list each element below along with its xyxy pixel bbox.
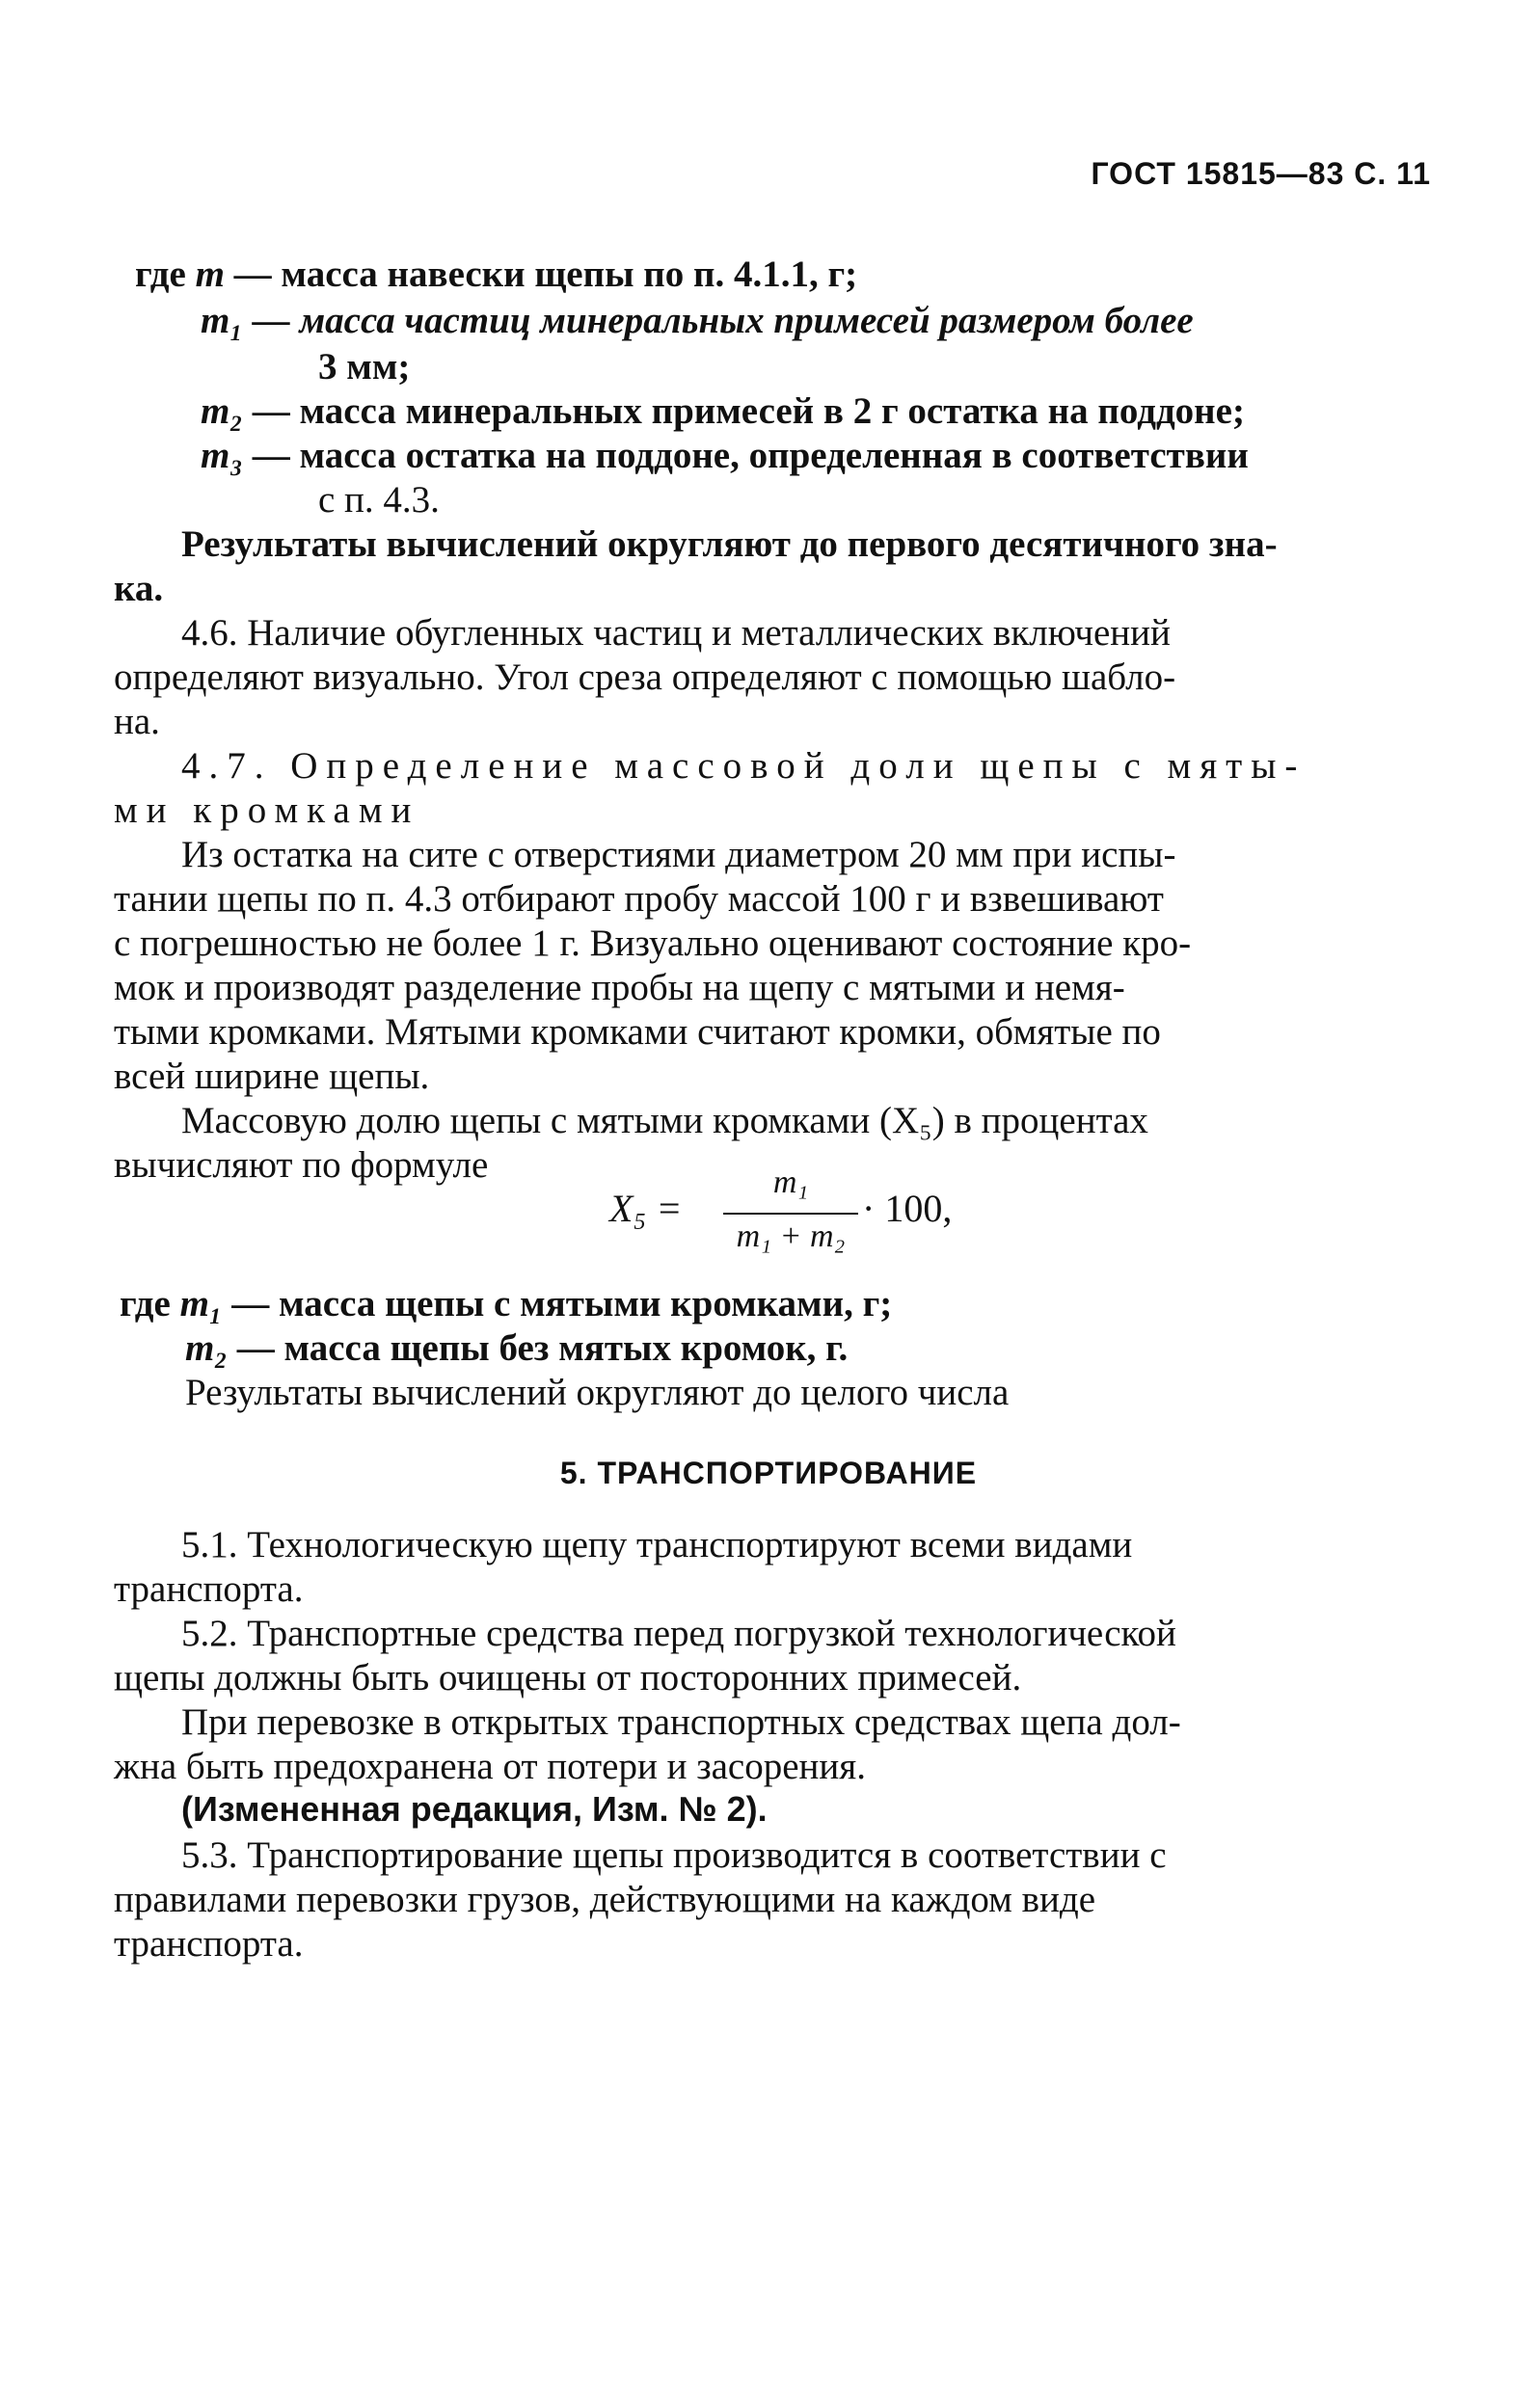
paragraph-5-3-cont: транспорта. [114, 1923, 304, 1965]
paragraph-5-3-cont: правилами перевозки грузов, действующими на каждом виде [114, 1879, 1096, 1920]
paragraph-5-2-cont: щепы должны быть очищены от посторонних примесей. [114, 1657, 1022, 1699]
paragraph-5-1-cont: транспорта. [114, 1568, 304, 1610]
fraction-bar [723, 1213, 858, 1215]
paragraph-mass-cont: вычисляют по формуле [114, 1144, 489, 1186]
paragraph-4-6-cont: на. [114, 701, 160, 742]
page-header: ГОСТ 15815—83 С. 11 [1091, 156, 1431, 191]
paragraph-mass: Массовую долю щепы с мятыми кромками (X₅) в процентах [181, 1100, 1148, 1141]
formula-x5 [609, 1164, 995, 1280]
paragraph-4-7-body: с погрешностью не более 1 г. Визуально оценивают состояние кро- [114, 923, 1192, 964]
subheading-4-7-cont: ми кромками [114, 789, 420, 831]
paragraph-4-7-body: тании щепы по п. 4.3 отбирают пробу массой 100 г и взвешивают [114, 878, 1164, 920]
paragraph-4-7-body: всей ширине щепы. [114, 1056, 430, 1097]
definition-line: m₂ — масса минеральных примесей в 2 г остатка на поддоне; [201, 390, 1245, 432]
paragraph-5-2b: При перевозке в открытых транспортных средствах щепа дол- [181, 1701, 1181, 1743]
formula-numerator: m₁ [772, 1164, 809, 1200]
definition-line: m₃ — масса остатка на поддоне, определенная в соответствии [201, 435, 1249, 476]
paragraph-round-1: Результаты вычислений округляют до первого десятичного зна- [181, 523, 1278, 565]
definition-line: m₁ — масса частиц минеральных примесей размером более [201, 300, 1194, 341]
section-title-5: 5. ТРАНСПОРТИРОВАНИЕ [559, 1456, 978, 1490]
formula-rhs: · 100, [862, 1187, 953, 1230]
formula-denominator: m₁ + m₂ [736, 1218, 846, 1254]
subheading-4-7: 4.7. Определение массовой доли щепы с мяты- [181, 745, 1307, 787]
paragraph-5-2b-cont: жна быть предохранена от потери и засорения. [114, 1746, 866, 1787]
definition-line: где m — масса навески щепы по п. 4.1.1, г; [135, 254, 858, 295]
paragraph-5-2: 5.2. Транспортные средства перед погрузкой технологической [181, 1613, 1176, 1654]
paragraph-4-6-cont: определяют визуально. Угол среза определяют с помощью шабло- [114, 656, 1176, 698]
paragraph-5-1: 5.1. Технологическую щепу транспортируют всеми видами [181, 1524, 1133, 1565]
paragraph-round-1-cont: ка. [114, 568, 164, 609]
formula-lhs: X₅ = [609, 1187, 683, 1230]
definition-line: 3 мм; [318, 346, 411, 388]
paragraph-4-7-body: мок и производят разделение пробы на щепу с мятыми и немя- [114, 967, 1125, 1008]
amendment-note: (Измененная редакция, Изм. № 2). [181, 1789, 768, 1829]
paragraph-4-6: 4.6. Наличие обугленных частиц и металлических включений [181, 612, 1171, 654]
paragraph-round-2: Результаты вычислений округляют до целого числа [185, 1372, 1010, 1413]
paragraph-4-7-body: тыми кромками. Мятыми кромками считают кромки, обмятые по [114, 1011, 1161, 1053]
paragraph-5-3: 5.3. Транспортирование щепы производится в соответствии с [181, 1834, 1167, 1876]
paragraph-4-7-body: Из остатка на сите с отверстиями диаметром 20 мм при испы- [181, 834, 1176, 875]
definition-line: m₂ — масса щепы без мятых кромок, г. [185, 1327, 849, 1369]
definition-line: с п. 4.3. [318, 479, 440, 521]
definition-line: где m₁ — масса щепы с мятыми кромками, г; [120, 1283, 893, 1324]
